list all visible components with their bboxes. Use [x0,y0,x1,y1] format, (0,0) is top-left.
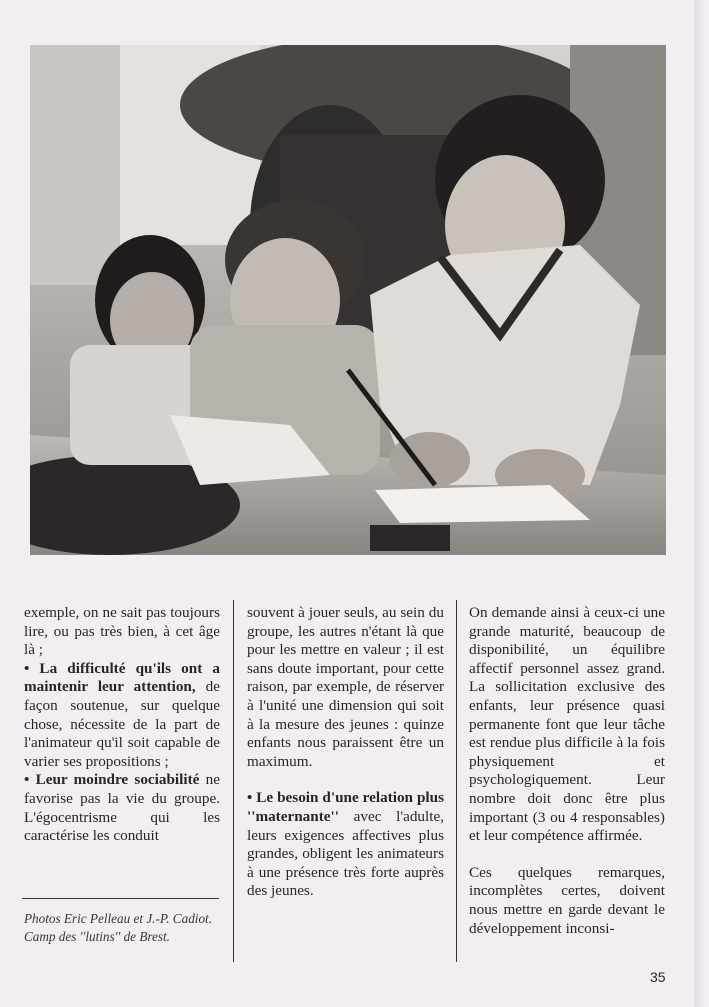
page-edge [694,0,709,1007]
column-divider [233,600,234,962]
paragraph: Ces quelques remarques, incomplètes certes, doivent nous mettre en garde devant le développement inconsi- [469,863,665,937]
caption-location: Camp des ''lutins'' de Brest. [24,928,170,944]
photo-caption [24,910,222,945]
photo-children-writing [30,45,666,555]
bullet-paragraph [24,771,220,845]
caption-rule [22,898,219,899]
text-column-1 [24,604,220,846]
bullet-text: de façon soutenue, sur quelque chose, nécessite de la part de l'animateur qu'il soit capable de varier ses propositions ; [24,678,220,770]
bullet-paragraph [247,789,444,901]
bullet-text: avec l'adulte, leurs exigences affectives plus grandes, obligent les animateurs à une présence très forte auprès des jeunes. [247,807,444,900]
paragraph: exemple, on ne sait pas toujours lire, ou pas très bien, à cet âge là ; [24,604,220,659]
bullet-paragraph [24,660,220,772]
bullet-heading: • Leur moindre sociabilité [24,771,200,789]
text-column-2 [247,604,444,901]
caption-credit: Photos Eric Pelleau et J.-P. Cadiot. [24,911,213,926]
text-column-3 [469,604,665,938]
bullet-heading: • La difficulté qu'ils ont a maintenir leur attention, [24,659,220,696]
bullet-heading: • Le besoin d'une relation plus ''maternante'' [247,789,444,825]
paragraph: souvent à jouer seuls, au sein du groupe, les autres n'étant là que pour les mettre en valeur ; il est sans doute important, pour cette raison, par exemple, de réserver à l'unité une dimension qui soit à la mesure des jeunes : quinze enfants nous paraissent être un maximum. [247,604,444,770]
paragraph: On demande ainsi à ceux-ci une grande maturité, beaucoup de disponibilité, un équilibre affectif personnel assez grand. La sollicitation exclusive des enfants, leur présence quasi permanente font que leur tâche est rendue plus difficile à la fois physiquement et psychologiquement. Leur nombre doit donc être plus important (3 ou 4 responsables) et leur compétence affirmée. [469,604,665,845]
page-number: 35 [650,969,666,985]
column-divider [456,600,457,962]
bullet-text: ne favorise pas la vie du groupe. L'égocentrisme qui les caractérise les conduit [24,771,220,845]
